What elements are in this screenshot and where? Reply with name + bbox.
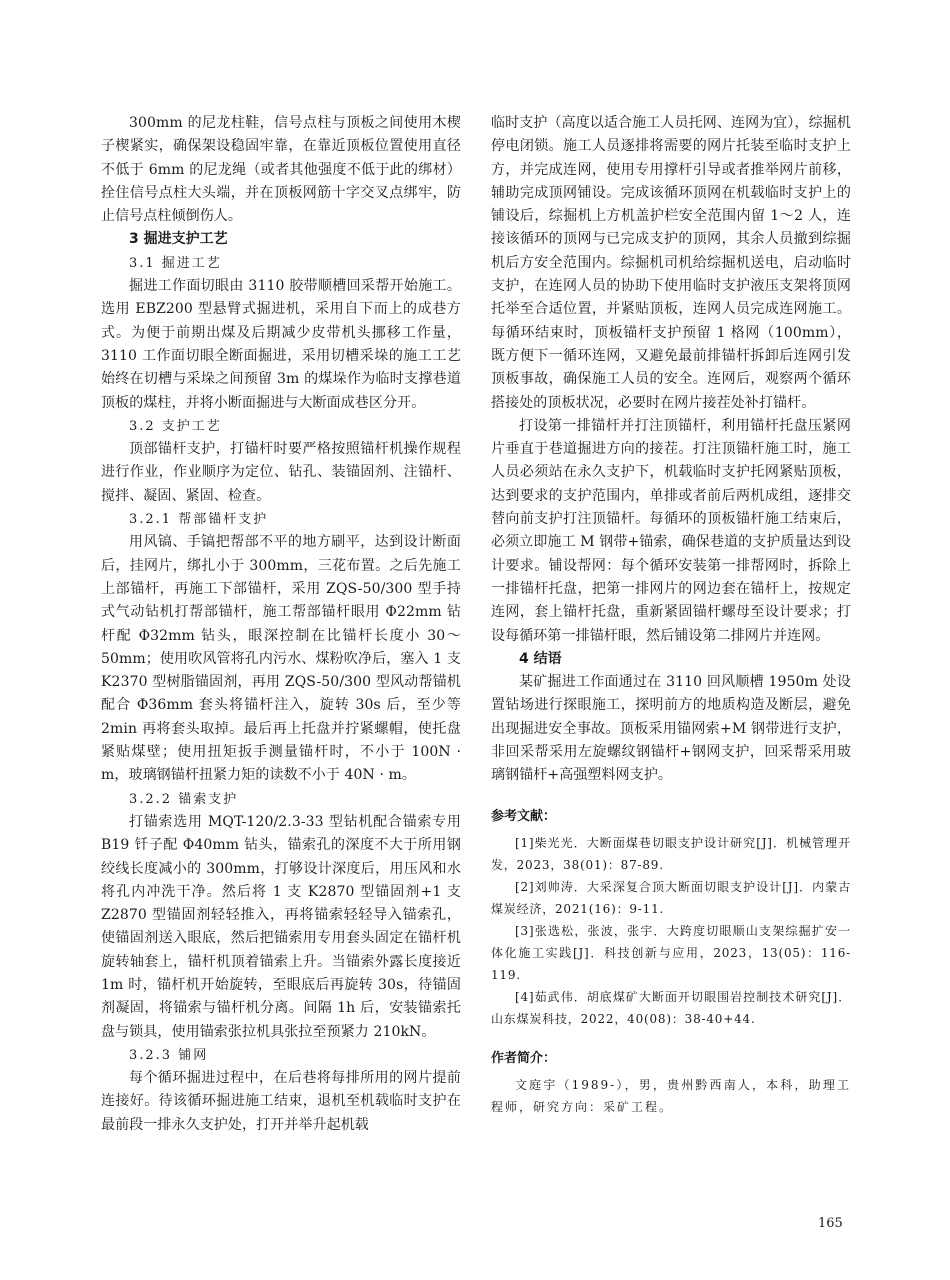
author-intro-title: 作者简介： bbox=[491, 1050, 557, 1066]
paragraph: 临时支护（高度以适合施工人员托网、连网为宜），综掘机停电闭锁。施工人员逐排将需要的网片托装至临时支护上方，并完成连网，使用专用撑杆引导或者推举网片前移，辅助完成顶网铺设。完成该循环顶网在机载临时支护上的铺设后，综掘机上方机盖护栏安全范围内留 1～2 人，连接该循环的顶网与已完成支护的顶网，其余人员撤到综掘机后方安全范围内。综掘机司机给综掘机送电，启动临时支护，在连网人员的协助下使用临时支护液压支架将顶网托举至合适位置，并紧贴顶板，连网人员完成连网施工。每循环结束时，顶板锚杆支护预留 1 格网（100mm），既方便下一循环连网，又避免最前排锚杆拆卸后连网引发顶板事故，确保施工人员的安全。连网后，观察两个循环搭接处的顶板状况，必要时在网片接茬处补打锚杆。 bbox=[491, 115, 851, 411]
subsection-heading: 3.2.1 帮部锚杆支护 bbox=[129, 512, 269, 528]
paragraph: 顶部锚杆支护，打锚杆时要严格按照锚杆机操作规程进行作业，作业顺序为定位、钻孔、装锚固剂、注锚杆、搅拌、凝固、紧固、检查。 bbox=[101, 441, 461, 504]
section-heading: 4 结语 bbox=[519, 650, 562, 667]
paragraph: 打设第一排锚杆并打注顶锚杆，利用锚杆托盘压紧网片垂直于巷道掘进方向的接茬。打注顶锚杆施工时，施工人员必须站在永久支护下，机载临时支护托网紧贴顶板，达到要求的支护范围内，单排或者前后两机成组，逐排交替向前支护打注顶锚杆。每循环的顶板锚杆施工结束后，必须立即施工 M 钢带+锚索，确保巷道的支护质量达到设计要求。铺设帮网：每个循环安装第一排帮网时，拆除上一排锚杆托盘，把第一排网片的网边套在锚杆上，按规定连网，套上锚杆托盘，重新紧固锚杆螺母至设计要求；打设每循环第一排锚杆眼，然后铺设第二排网片并连网。 bbox=[491, 417, 851, 644]
reference-item: [4]茹武伟．胡底煤矿大断面开切眼围岩控制技术研究[J]．山东煤炭科技，2022，40(08)：38-40+44. bbox=[491, 989, 851, 1026]
right-column bbox=[491, 112, 851, 1118]
references-title: 参考文献： bbox=[491, 808, 557, 824]
paragraph: 每个循环掘进过程中，在后巷将每排所用的网片提前连接好。待该循环掘进施工结束，退机至机载临时支护在最前段一排永久支护处，打开并举升起机载 bbox=[101, 1070, 461, 1133]
author-intro bbox=[491, 1048, 851, 1118]
subsection-heading: 3.2.3 铺网 bbox=[129, 1047, 209, 1063]
paragraph: 掘进工作面切眼由 3110 胶带顺槽回采帮开始施工。选用 EBZ200 型悬臂式掘进机，采用自下而上的成巷方式。为便于前期出煤及后期减少皮带机头挪移工作量，3110 工作面切眼全断面掘进，采用切槽采垛的施工工艺始终在切槽与采垛之间预留 3m 的煤垛作为临时支撑巷道顶板的煤柱，并将小断面掘进与大断面成巷区分开。 bbox=[101, 278, 461, 411]
paragraph: 用风镐、手镐把帮部不平的地方刷平，达到设计断面后，挂网片，绑扎小于 300mm，三花布置。之后先施工上部锚杆，再施工下部锚杆，采用 ZQS-50/300 型手持式气动钻机打帮部锚杆，施工帮部锚杆眼用 Φ22mm 钻杆配 Φ32mm 钻头，眼深控制在比锚杆长度小 30～50mm；使用吹风管将孔内污水、煤粉吹净后，塞入 1 支 K2370 型树脂锚固剂，再用 ZQS-50/300 型风动帮锚机配合 Φ36mm 套头将锚杆注入，旋转 30s 后，至少等 2min 再将套头取掉。最后再上托盘并拧紧螺帽，使托盘紧贴煤壁；使用扭矩扳手测量锚杆时，不小于 100N · m，玻璃钢锚杆扭紧力矩的读数不小于 40N · m。 bbox=[101, 534, 461, 784]
paragraph: 某矿掘进工作面通过在 3110 回风顺槽 1950m 处设置钻场进行探眼施工，探明前方的地质构造及断层，避免出现掘进安全事故。顶板采用锚网索+M 钢带进行支护，非回采帮采用左旋螺纹钢锚杆+钢网支护，回采帮采用玻璃钢锚杆+高强塑料网支护。 bbox=[491, 674, 851, 784]
reference-item: [1]柴光光．大断面煤巷切眼支护设计研究[J]．机械管理开发，2023，38(01)：87-89. bbox=[491, 835, 851, 872]
references bbox=[491, 806, 851, 1030]
subsection-heading: 3.2 支护工艺 bbox=[129, 418, 222, 434]
paragraph: 300mm 的尼龙柱鞋，信号点柱与顶板之间使用木楔子楔紧实，确保架设稳固牢靠，在靠近顶板位置使用直径不低于 6mm 的尼龙绳（或者其他强度不低于此的绑材）拴住信号点柱大头端，并在顶板网筋十字交叉点绑牢，防止信号点柱倾倒伤人。 bbox=[101, 115, 461, 225]
left-column bbox=[101, 112, 461, 1137]
section-heading: 3 掘进支护工艺 bbox=[129, 231, 228, 248]
subsection-heading: 3.2.2 锚索支护 bbox=[129, 791, 239, 807]
reference-item: [2]刘帅涛．大采深复合顶大断面切眼支护设计[J]．内蒙古煤炭经济，2021(16)：9-11. bbox=[491, 879, 851, 916]
subsection-heading: 3.1 掘进工艺 bbox=[129, 255, 222, 271]
reference-item: [3]张选松，张波，张宇．大跨度切眼顺山支架综掘扩安一体化施工实践[J]．科技创新与应用，2023，13(05)：116-119. bbox=[491, 923, 851, 982]
paragraph: 打锚索选用 MQT-120/2.3-33 型钻机配合锚索专用 B19 钎子配 Φ40mm 钻头，锚索孔的深度不大于所用钢绞线长度减小的 300mm，打够设计深度后，用压风和水将孔内冲洗干净。然后将 1 支 K2870 型锚固剂+1 支 Z2870 型锚固剂轻轻推入，再将锚索轻轻导入锚索孔，使锚固剂送入眼底，然后把锚索用专用套头固定在锚杆机旋转轴套上，锚杆机顶着锚索上升。当锚索外露长度接近 1m 时，锚杆机开始旋转，至眼底后再旋转 30s，待锚固剂凝固，将锚索与锚杆机分离。间隔 1h 后，安装锚索托盘与锁具，使用锚索张拉机具张拉至预紧力 210kN。 bbox=[101, 813, 461, 1040]
author-intro-text: 文庭宇（1989-），男，贵州黔西南人，本科，助理工程师，研究方向：采矿工程。 bbox=[491, 1077, 851, 1114]
page-number: 165 bbox=[818, 1216, 843, 1231]
